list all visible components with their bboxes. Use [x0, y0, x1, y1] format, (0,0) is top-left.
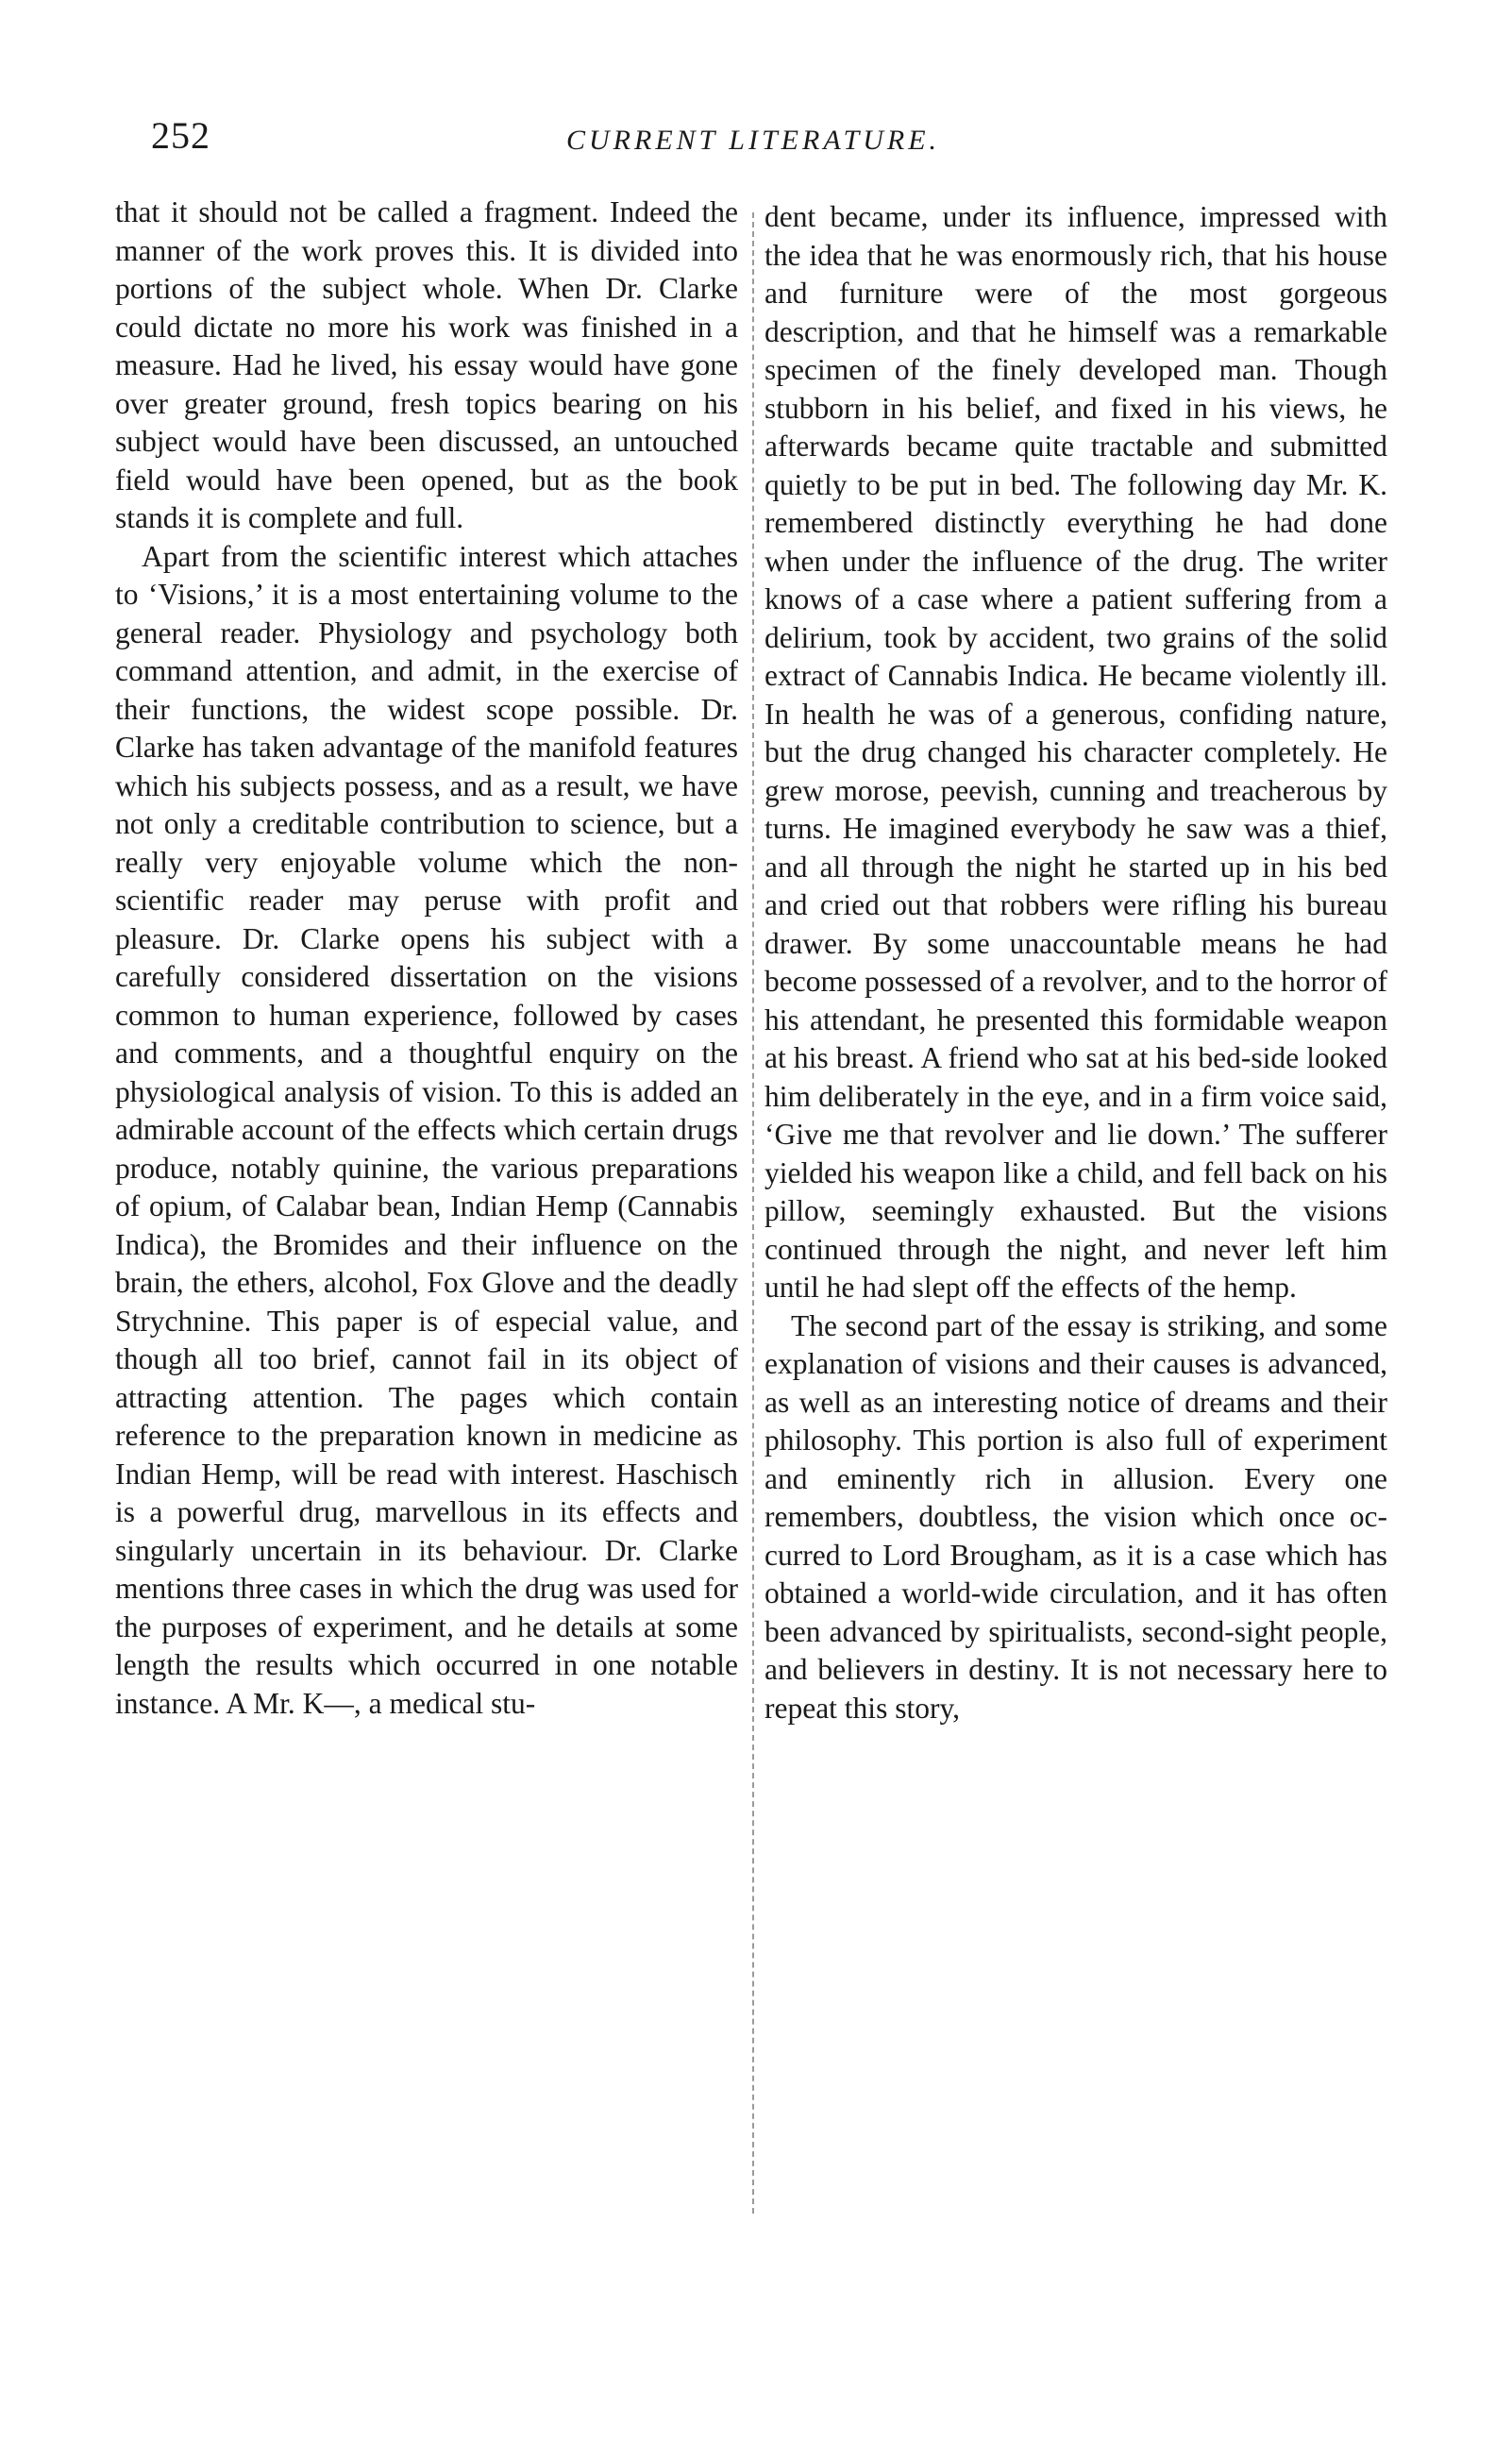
page-number: 252 — [151, 114, 210, 157]
right-column — [764, 198, 1387, 1727]
left-column — [115, 194, 738, 1723]
running-head — [151, 113, 1397, 170]
running-title: CURRENT LITERATURE. — [566, 125, 941, 156]
column-divider — [752, 212, 754, 2214]
left-paragraph-2: Apart from the scientific interest which attaches to ‘Visions,’ it is a most entertaining volume to the general reader. Physiology and psychology both command attention, and admit, in the exercise of their functions, the widest scope possible. Dr. Clarke has taken advantage of the manifold features which his subjects possess, and as a result, we have not only a creditable contribution to science, but a really very enjoyable volume which the non-scientific reader may peruse with profit and pleasure. Dr. Clarke opens his subject with a carefully considered dissertation on the visions common to human experience, followed by cases and comments, and a thoughtful enquiry on the physiological analysis of vision. To this is added an admirable account of the effects which certain drugs produce, notably quinine, the various preparations of opium, of Calabar bean, Indian Hemp (Cannabis Indica), the Bromides and their influence on the brain, the ethers, alcohol, Fox Glove and the deadly Strychnine. This paper is of especial value, and though all too brief, cannot fail in its object of attracting attention. The pages which contain reference to the preparation known in medicine as Indian Hemp, will be read with interest. Haschisch is a powerful drug, marvellous in its effects and singularly uncertain in its behaviour. Dr. Clarke mentions three cases in which the drug was used for the purposes of experiment, and he details at some length the results which occurred in one notable instance. A Mr. K—, a medical stu- — [115, 539, 738, 1720]
right-paragraph-2: The second part of the essay is striking, and some explanation of visions and their causes is advanced, as well as an interesting notice of dreams and their philosophy. This portion is also full of experiment and eminently rich in allusion. Every one remembers, doubtless, the vision which once occurred to Lord Brougham, as it is a case which has obtained a world-wide circulation, and it has often been advanced by spiritualists, second-sight people, and believers in destiny. It is not necessary here to repeat this story, — [764, 1308, 1387, 1725]
right-paragraph-1: dent became, under its influence, impressed with the idea that he was enormously rich, that his house and furniture were of the most gorgeous description, and that he himself was a remarkable specimen of the finely developed man. Though stubborn in his belief, and fixed in his views, he afterwards became quite tractable and submitted quietly to be put in bed. The following day Mr. K. remembered distinctly everything he had done when under the influence of the drug. The writer knows of a case where a patient suffering from a delirium, took by accident, two grains of the solid extract of Cannabis Indica. He became violently ill. In health he was of a generous, confiding nature, but the drug changed his character completely. He grew morose, peevish, cunning and treacherous by turns. He imagined everybody he saw was a thief, and all through the night he started up in his bed and cried out that robbers were rifling his bureau drawer. By some unaccountable means he had become possessed of a revolver, and to the horror of his attendant, he presented this formidable weapon at his breast. A friend who sat at his bed-side looked him deliberately in the eye, and in a firm voice said, ‘Give me that revolver and lie down.’ The sufferer yielded his weapon like a child, and fell back on his pillow, seemingly exhausted. But the visions continued through the night, and never left him until he had slept off the effects of the hemp. — [764, 200, 1387, 1304]
left-paragraph-1: that it should not be called a fragment. Indeed the manner of the work proves this. It is divided into portions of the subject whole. When Dr. Clarke could dictate no more his work was finished in a measure. Had he lived, his essay would have gone over greater ground, fresh topics bearing on his subject would have been discussed, an untouched field would have been opened, but as the book stands it is complete and full. — [115, 195, 738, 534]
